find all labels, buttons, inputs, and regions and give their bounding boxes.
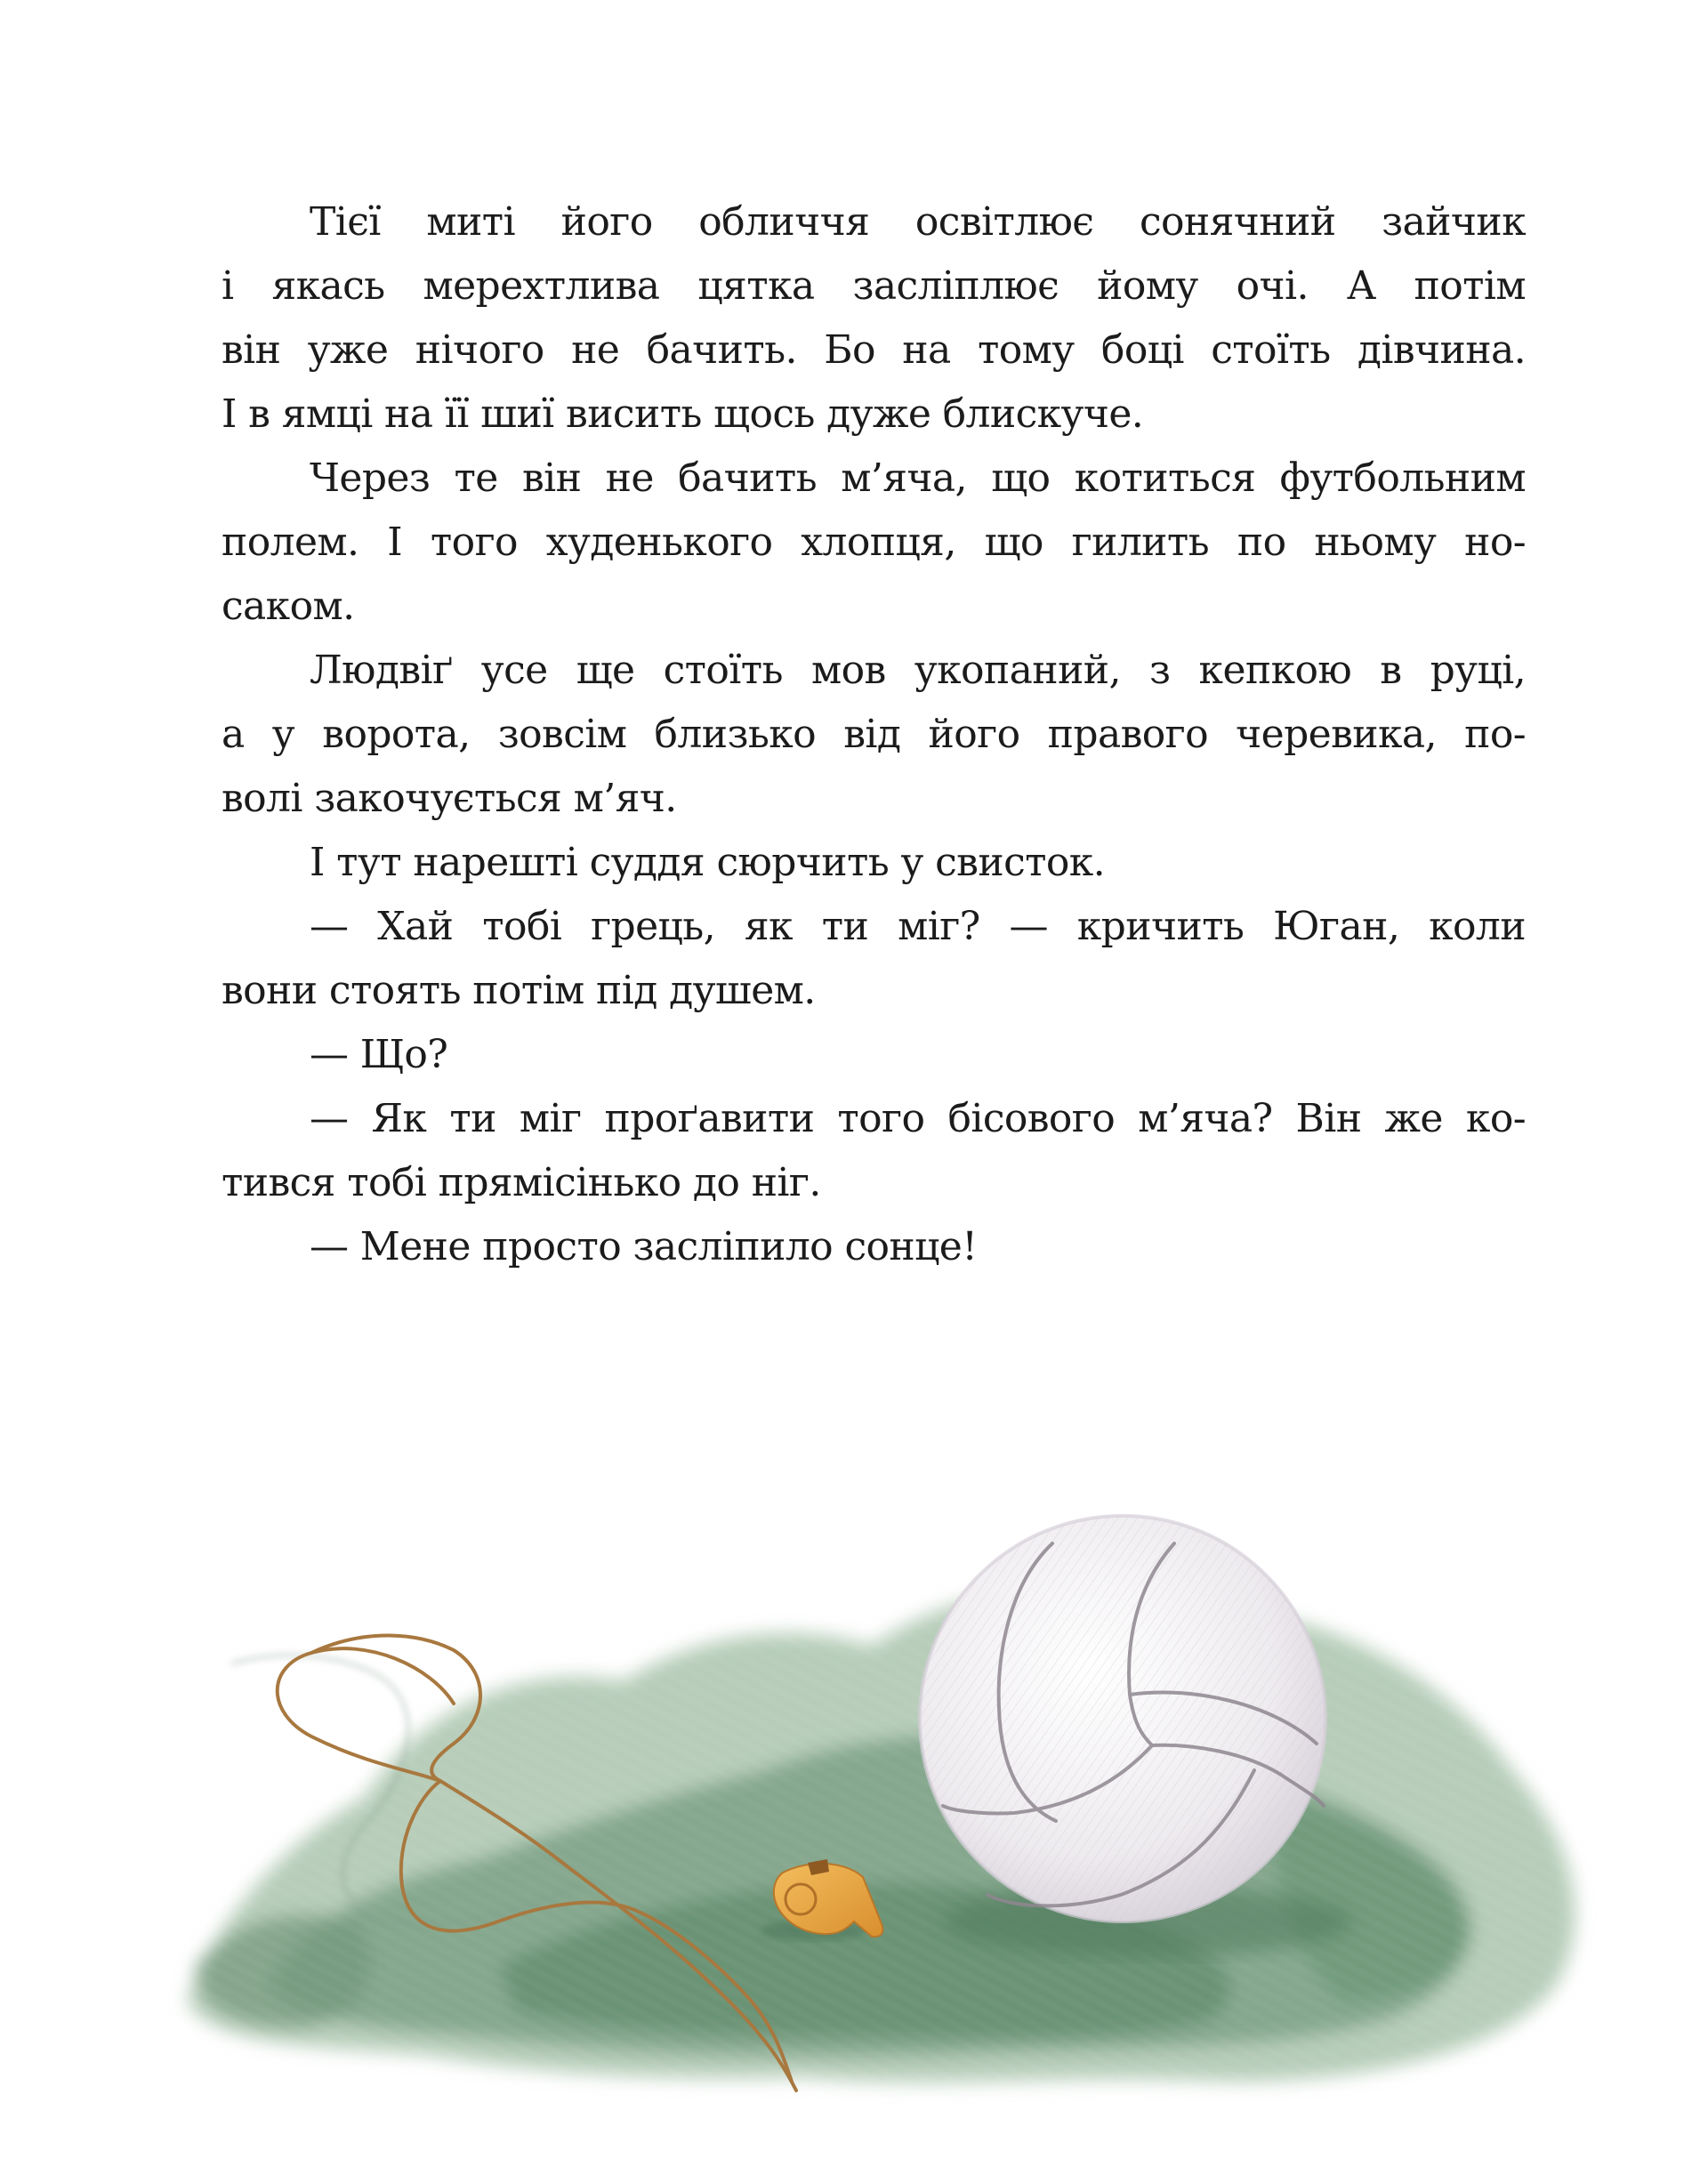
text-line: а у ворота, зовсім близько від його правого черевика, по- <box>222 712 1526 757</box>
text-line: Людвіґ усе ще стоїть мов укопаний, з кепкою в руці, <box>310 648 1526 693</box>
volleyball-icon <box>920 1516 1325 1921</box>
dialogue-line: — Хай тобі грець, як ти міг? — кричить Юган, коли <box>310 904 1526 949</box>
dialogue-line: вони стоять потім під душем. <box>222 968 816 1013</box>
ball-and-whistle-illustration <box>160 1503 1619 2126</box>
dialogue-line: — Мене просто засліпило сонце! <box>310 1224 978 1269</box>
text-line: І тут нарешті суддя сюрчить у свисток. <box>310 840 1106 885</box>
text-line: Через те він не бачить м’яча, що котиться футбольним <box>310 455 1526 501</box>
text-line: саком. <box>222 584 355 629</box>
dialogue-line: — Що? <box>310 1032 448 1077</box>
text-line: полем. І того худенького хлопця, що гилить по ньому но- <box>222 520 1526 565</box>
dialogue-line: тився тобі прямісінько до ніг. <box>222 1160 821 1205</box>
text-line: волі закочується м’яч. <box>222 776 677 821</box>
text-line: і якась мерехтлива цятка засліплює йому очі. А потім <box>222 263 1526 309</box>
story-text <box>222 190 1526 1279</box>
text-line: він уже нічого не бачить. Бо на тому боці стоїть дівчина. <box>222 327 1526 373</box>
dialogue-line: — Як ти міг проґавити того бісового м’яча? Він же ко- <box>310 1096 1526 1141</box>
text-line: Тієї миті його обличчя освітлює сонячний зайчик <box>310 199 1526 245</box>
text-line: І в ямці на її шиї висить щось дуже блискуче. <box>222 391 1144 437</box>
